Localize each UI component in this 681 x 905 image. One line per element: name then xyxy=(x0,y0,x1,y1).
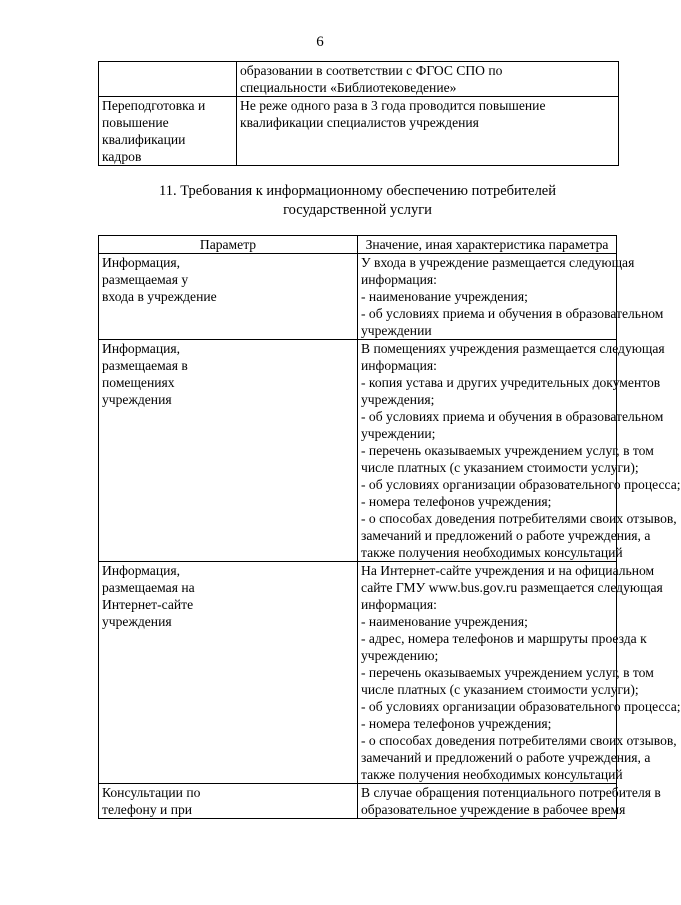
value-line: числе платных (с указанием стоимости услуги); xyxy=(361,460,639,475)
value-line: - номера телефонов учреждения; xyxy=(361,716,552,731)
value-line: сайте ГМУ www.bus.gov.ru размещается следующая xyxy=(361,580,663,595)
parameter-cell xyxy=(99,340,358,562)
parameter-line: входа в учреждение xyxy=(102,289,217,304)
parameter-line: кадров xyxy=(102,149,142,164)
parameter-cell xyxy=(99,254,358,340)
value-line: учреждении; xyxy=(361,426,436,441)
parameter-line: телефону и при xyxy=(102,802,193,817)
parameter-line: Информация, xyxy=(102,255,181,270)
parameter-cell xyxy=(99,97,237,166)
value-cell xyxy=(358,562,681,784)
value-line: - об условиях организации образовательного процесса; xyxy=(361,477,681,492)
table-row xyxy=(99,784,617,819)
column-header-parameter: Параметр xyxy=(99,236,358,254)
value-line: - номера телефонов учреждения; xyxy=(361,494,552,509)
parameter-line: Информация, xyxy=(102,563,181,578)
parameter-line: размещаемая у xyxy=(102,272,189,287)
value-line: - наименование учреждения; xyxy=(361,614,528,629)
parameter-line: Консультации по xyxy=(102,785,201,800)
table-row xyxy=(99,97,619,166)
value-cell xyxy=(358,254,664,340)
value-line: замечаний и предложений о работе учреждения, а xyxy=(361,750,651,765)
parameter-line: помещениях xyxy=(102,375,175,390)
parameter-line: повышение xyxy=(102,115,169,130)
value-line: - перечень оказываемых учреждением услуг, в том xyxy=(361,665,654,680)
value-line: замечаний и предложений о работе учреждения, а xyxy=(361,528,651,543)
table-header-row xyxy=(99,236,617,254)
value-line: информация: xyxy=(361,358,437,373)
value-cell xyxy=(237,62,619,97)
value-line: квалификации специалистов учреждения xyxy=(240,115,479,130)
parameter-line: Переподготовка и xyxy=(102,98,206,113)
value-line: - адрес, номера телефонов и маршруты проезда к xyxy=(361,631,647,646)
table-row xyxy=(99,562,617,784)
parameter-cell xyxy=(99,562,358,784)
value-line: также получения необходимых консультаций xyxy=(361,767,623,782)
section-heading-line: 11. Требования к информационному обеспечению потребителей xyxy=(159,183,556,199)
page-number: 6 xyxy=(316,34,324,50)
value-line: учреждении xyxy=(361,323,432,338)
section-heading xyxy=(98,182,617,220)
parameter-line: Информация, xyxy=(102,341,181,356)
parameter-line: учреждения xyxy=(102,392,172,407)
value-line: - о способах доведения потребителями своих отзывов, xyxy=(361,511,677,526)
value-cell xyxy=(358,784,661,819)
value-line: учреждению; xyxy=(361,648,439,663)
column-header-value: Значение, иная характеристика параметра xyxy=(358,236,617,254)
value-line: специальности «Библиотековедение» xyxy=(240,80,457,95)
parameter-line: квалификации xyxy=(102,132,186,147)
value-line: - наименование учреждения; xyxy=(361,289,528,304)
value-line: информация: xyxy=(361,272,437,287)
value-line: - о способах доведения потребителями своих отзывов, xyxy=(361,733,677,748)
value-line: В случае обращения потенциального потребителя в xyxy=(361,785,661,800)
value-line: Не реже одного раза в 3 года проводится повышение xyxy=(240,98,546,113)
parameter-line: учреждения xyxy=(102,614,172,629)
value-line: В помещениях учреждения размещается следующая xyxy=(361,341,665,356)
value-line: На Интернет-сайте учреждения и на официальном xyxy=(361,563,655,578)
requirements-table-continued xyxy=(98,61,619,166)
value-line: информация: xyxy=(361,597,437,612)
parameter-cell xyxy=(99,62,237,97)
value-line: - копия устава и других учредительных документов xyxy=(361,375,661,390)
value-line: числе платных (с указанием стоимости услуги); xyxy=(361,682,639,697)
value-line: образовании в соответствии с ФГОС СПО по xyxy=(240,63,503,78)
information-requirements-table xyxy=(98,235,681,819)
parameter-line: размещаемая на xyxy=(102,580,195,595)
parameter-line: Интернет-сайте xyxy=(102,597,194,612)
value-cell xyxy=(358,340,681,562)
parameter-cell xyxy=(99,784,358,819)
value-line: - об условиях приема и обучения в образовательном xyxy=(361,409,664,424)
value-line: - об условиях приема и обучения в образовательном xyxy=(361,306,664,321)
table-row xyxy=(99,254,617,340)
table-row xyxy=(99,340,617,562)
value-line: - об условиях организации образовательного процесса; xyxy=(361,699,681,714)
value-line: также получения необходимых консультаций xyxy=(361,545,623,560)
table-row xyxy=(99,62,619,97)
value-line: образовательное учреждение в рабочее время xyxy=(361,802,626,817)
parameter-line: размещаемая в xyxy=(102,358,188,373)
value-line: - перечень оказываемых учреждением услуг, в том xyxy=(361,443,654,458)
value-line: У входа в учреждение размещается следующая xyxy=(361,255,635,270)
section-heading-line: государственной услуги xyxy=(283,202,432,218)
value-line: учреждения; xyxy=(361,392,435,407)
value-cell xyxy=(237,97,619,166)
